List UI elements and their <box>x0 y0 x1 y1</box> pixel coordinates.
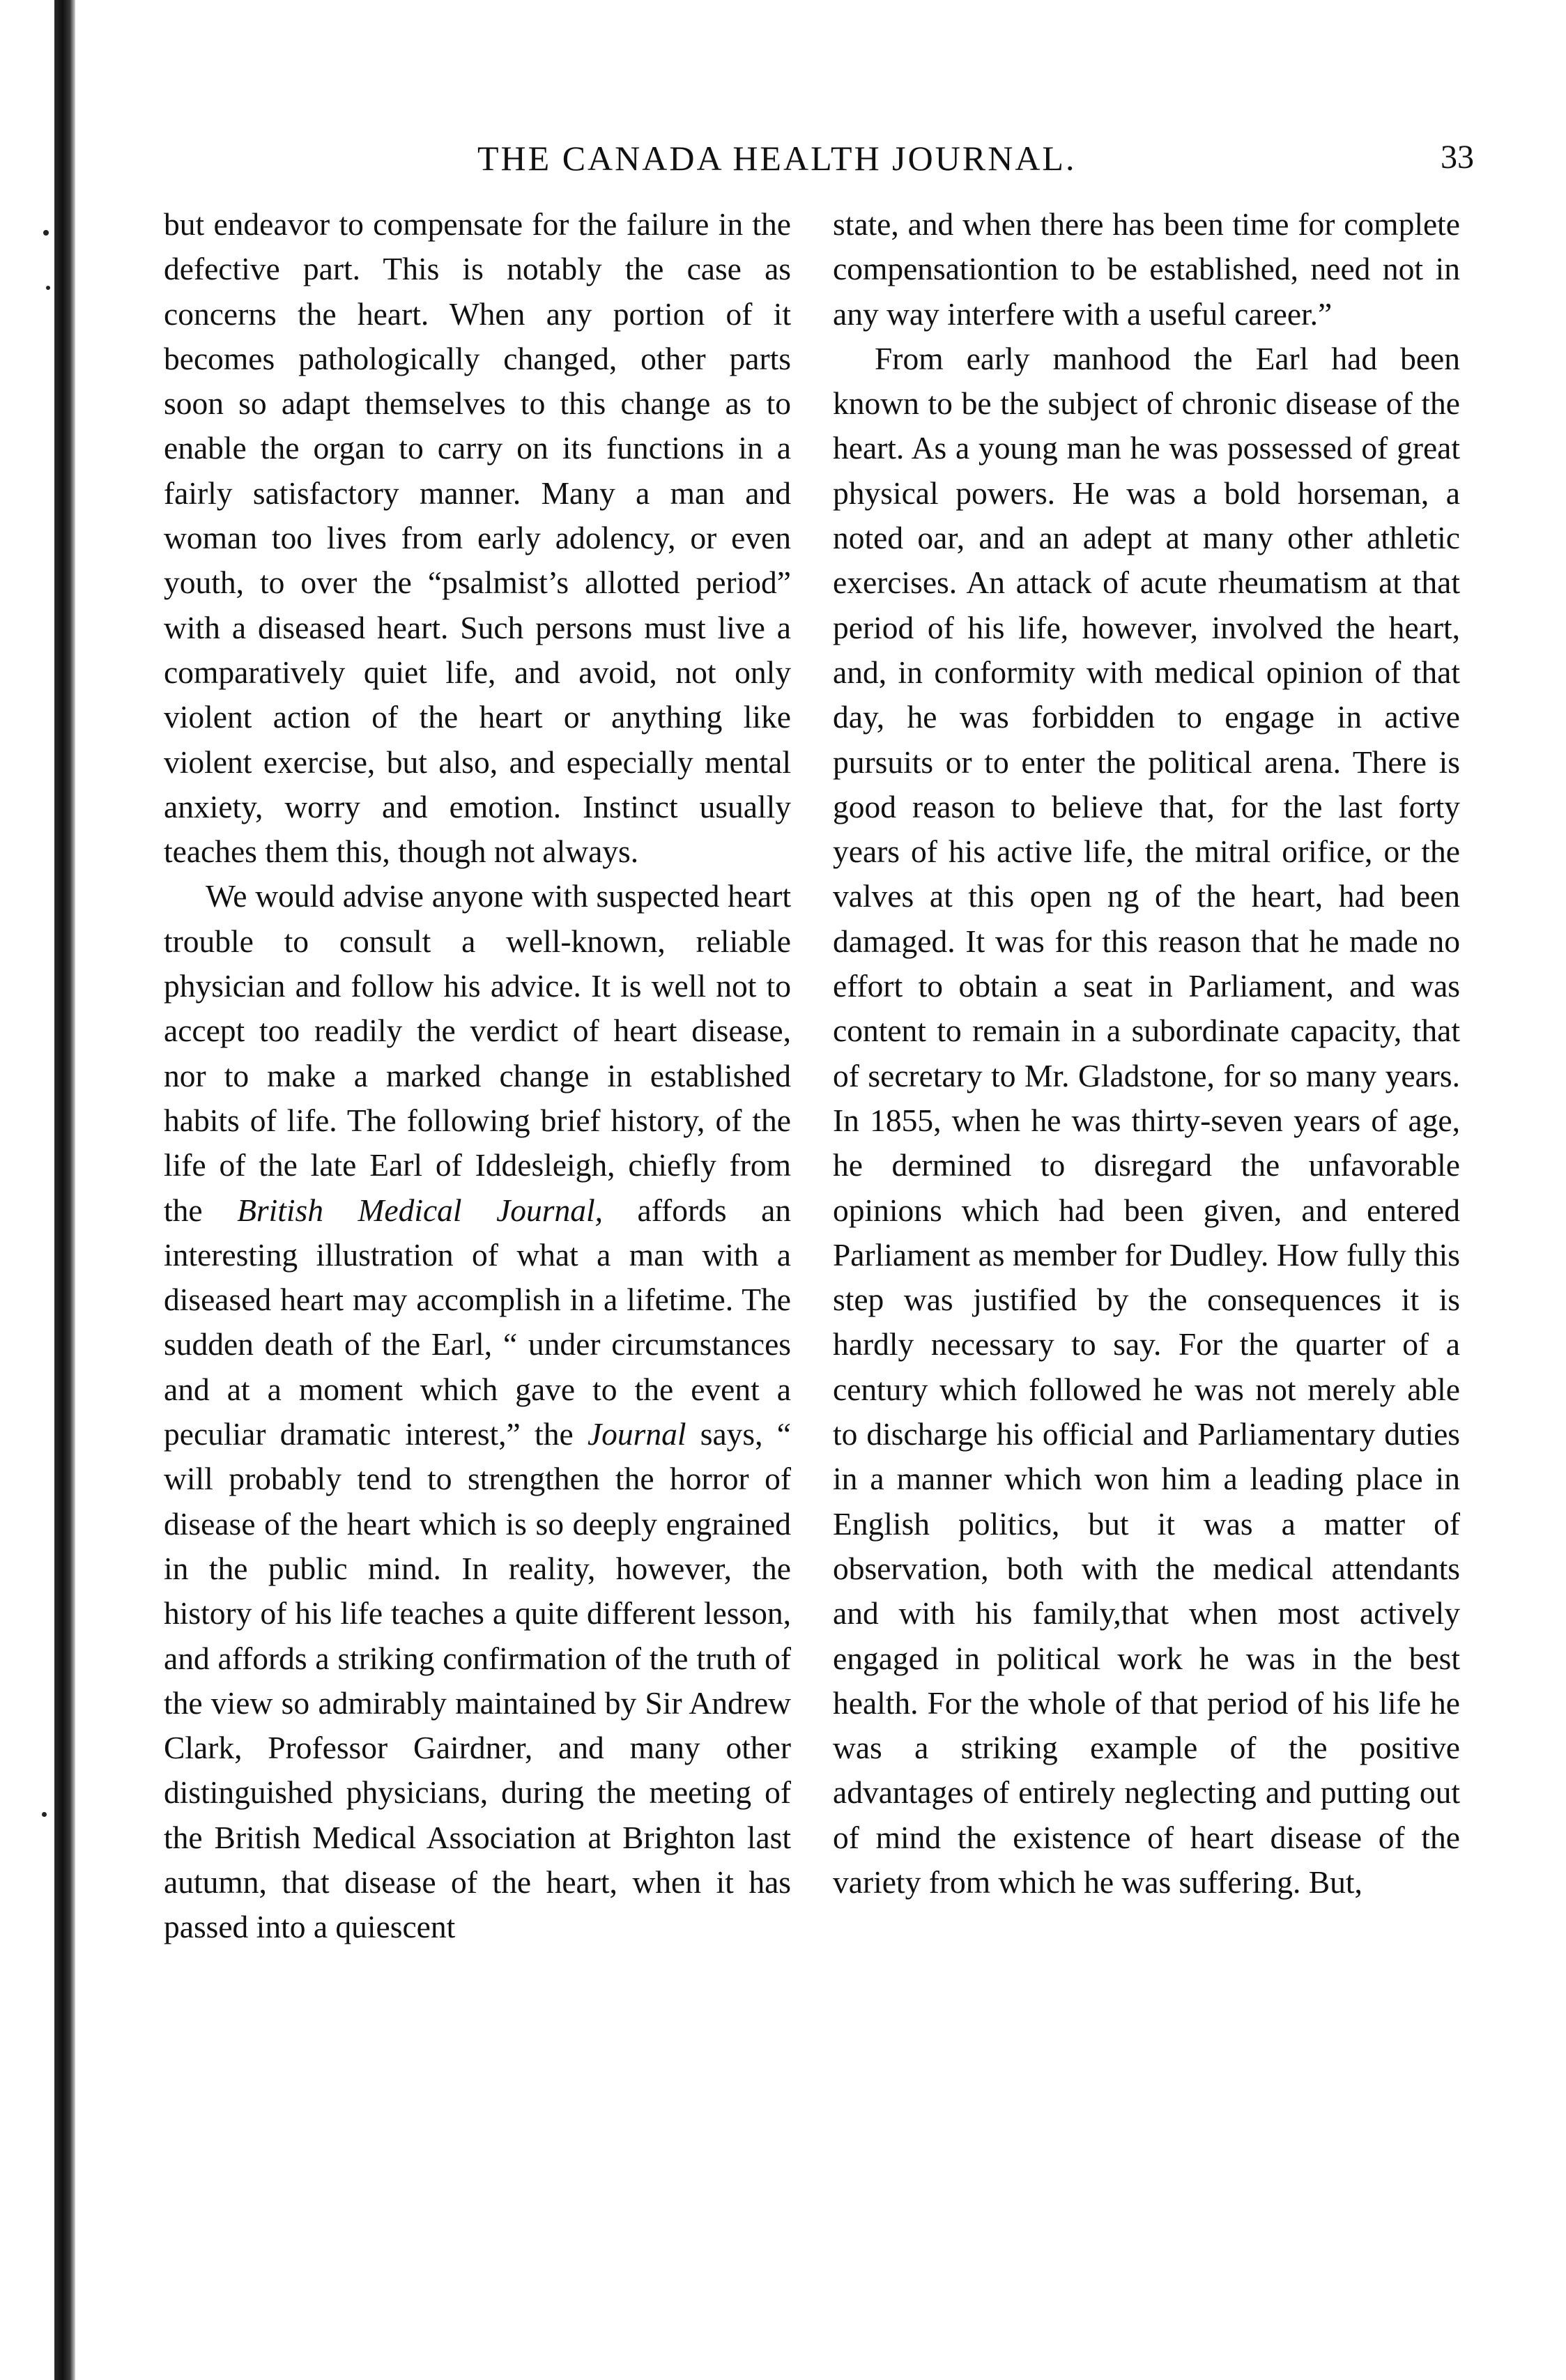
journal-title: British Medical Journal, <box>237 1192 604 1228</box>
paragraph: From early manhood the Earl had been known to be the subject of chronic disease of the heart. As a young man he was possessed of great physical powers. He was a bold horseman, a noted oar, and an adept at many other athletic exercises. An attack of acute rheumatism at that period of his life, however, involved the heart, and, in conformity with medical opinion of that day, he was forbidden to engage in active pursuits or to enter the political arena. There is good reason to believe that, for the last forty years of his active life, the mitral orifice, or the valves at this open ng of the heart, had been damaged. It was for this reason that he made no effort to obtain a seat in Parliament, and was content to remain in a subordinate capacity, that of secretary to Mr. Gladstone, for so many years. In 1855, when he was thirty-seven years of age, he dermined to disregard the unfavorable opinions which had been given, and entered Parliament as member for Dudley. How fully this step was justified by the consequences it is hardly necessary to say. For the quarter of a century which followed he was not merely able to discharge his official and Parliamentary duties in a manner which won him a leading place in English politics, but it was a matter of observation, both with the medical attendants and with his family,that when most actively engaged in political work he was in the best health. For the whole of that period of his life he was a striking example of the positive advantages of entirely neglecting and putting out of mind the existence of heart disease of the variety from which he was suffering. But, <box>833 340 1460 1900</box>
paragraph-text: affords an interesting illustration of what a man with a diseased heart may accomplish in a lifetime. The sudden death of the Earl, “ under circumstances and at a moment which gave to the event a peculiar dramatic interest,” the <box>164 1192 792 1452</box>
paragraph-text: says, “ will probably tend to strengthen the horror of disease of the heart which is so deeply engrained in the public mind. In reality, however, the history of his life teaches a quite different lesson, and affords a striking confirmation of the truth of the view so admirably maintained by Sir Andrew Clark, Professor Gairdner, and many other distinguished physicians, during the meeting of the British Medical Association at Brighton last autumn, that disease of the heart, when it has passed into a quiescent <box>164 1416 791 1945</box>
page-binding-edge <box>54 0 75 2380</box>
binding-speck <box>42 1812 47 1817</box>
page-number: 33 <box>1441 139 1474 176</box>
right-column <box>833 202 1460 1905</box>
left-column <box>164 202 791 1950</box>
paragraph-text: We would advise anyone with suspected heart trouble to consult a well-known, reliable physician and follow his advice. It is well not to accept too readily the verdict of heart disease, nor to make a marked change in established habits of life. The following brief history, of the life of the late Earl of Iddesleigh, chiefly from the <box>164 878 791 1228</box>
paragraph: state, and when there has been time for complete compensationtion to be established, need not in any way interfere with a useful career.” <box>833 206 1460 332</box>
binding-speck <box>43 230 49 236</box>
running-title: THE CANADA HEALTH JOURNAL. <box>477 139 1077 178</box>
running-header <box>164 138 1474 187</box>
paragraph <box>164 874 791 1949</box>
journal-title: Journal <box>587 1416 686 1452</box>
binding-speck <box>46 286 50 290</box>
paragraph: but endeavor to compensate for the failure in the defective part. This is notably the case as concerns the heart. When any portion of it becomes pathologically changed, other parts soon so adapt themselves to this change as to enable the organ to carry on its functions in a fairly satisfactory manner. Many a man and woman too lives from early adolency, or even youth, to over the “psalmist’s allotted period” with a diseased heart. Such persons must live a comparatively quiet life, and avoid, not only violent action of the heart or anything like violent exercise, but also, and especially mental anxiety, worry and emotion. Instinct usually teaches them this, though not always. <box>164 206 791 870</box>
